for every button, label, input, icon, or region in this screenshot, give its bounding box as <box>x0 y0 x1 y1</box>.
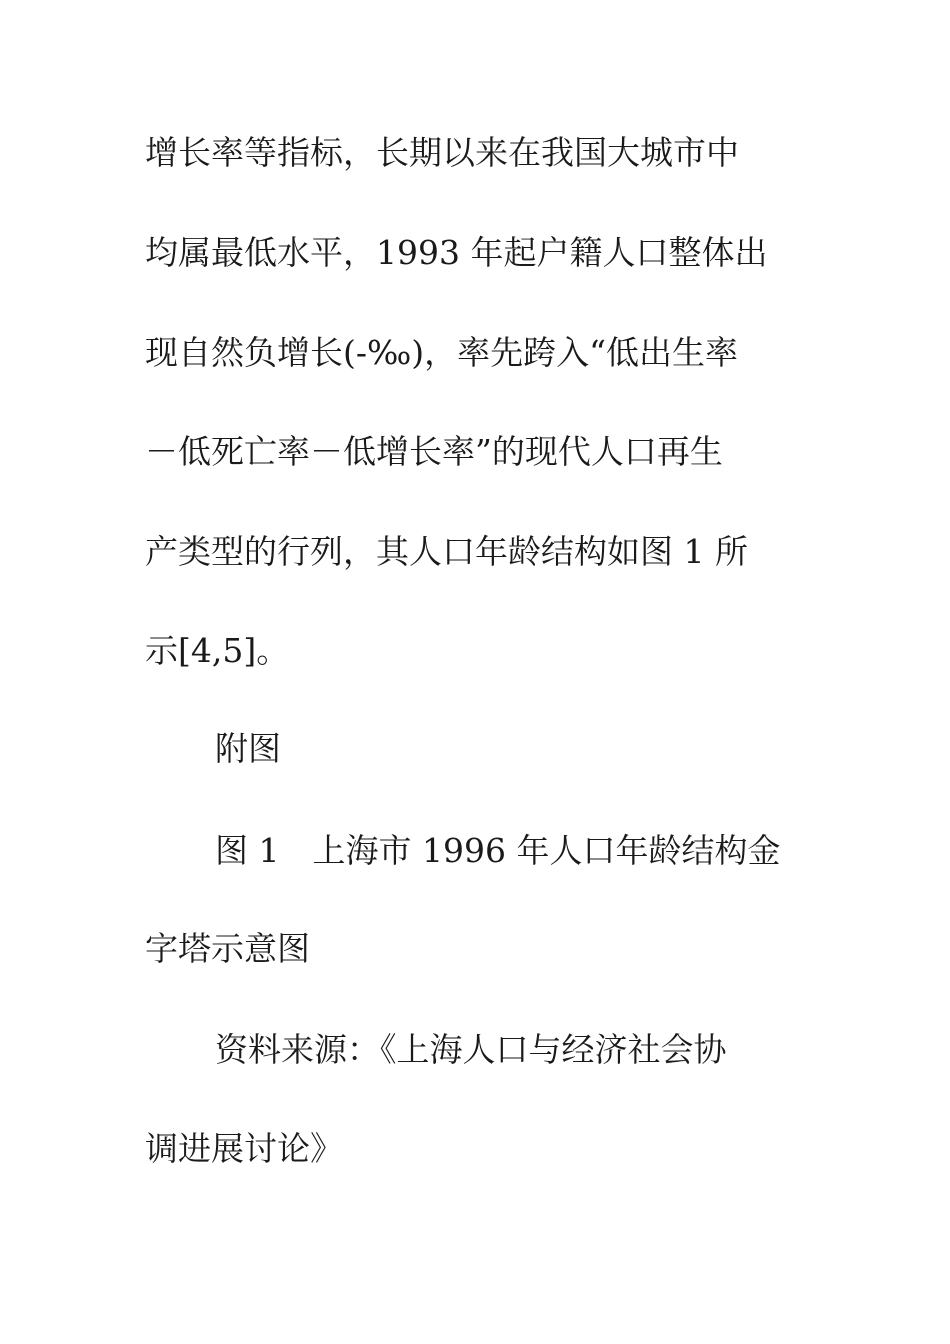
figure-heading: 附图 <box>215 729 281 768</box>
body-text-line-2: 均属最低水平，1993 年起户籍人口整体出 <box>145 233 768 272</box>
body-text-line-5: 产类型的行列，其人口年龄结构如图 1 所 <box>145 532 748 571</box>
body-text-line-3: 现自然负增长(-‰)，率先跨入“低出生率 <box>145 333 739 372</box>
source-line-2: 调进展讨论》 <box>145 1129 343 1168</box>
body-text-line-6: 示[4,5]。 <box>145 631 290 670</box>
source-line-1: 资料来源：《上海人口与经济社会协 <box>215 1030 727 1069</box>
figure-caption-line-1: 图 1 上海市 1996 年人口年龄结构金 <box>215 831 781 870</box>
figure-caption-line-2: 字塔示意图 <box>145 929 310 968</box>
body-text-line-4: －低死亡率－低增长率”的现代人口再生 <box>145 432 723 471</box>
body-text-line-1: 增长率等指标，长期以来在我国大城市中 <box>145 133 739 172</box>
